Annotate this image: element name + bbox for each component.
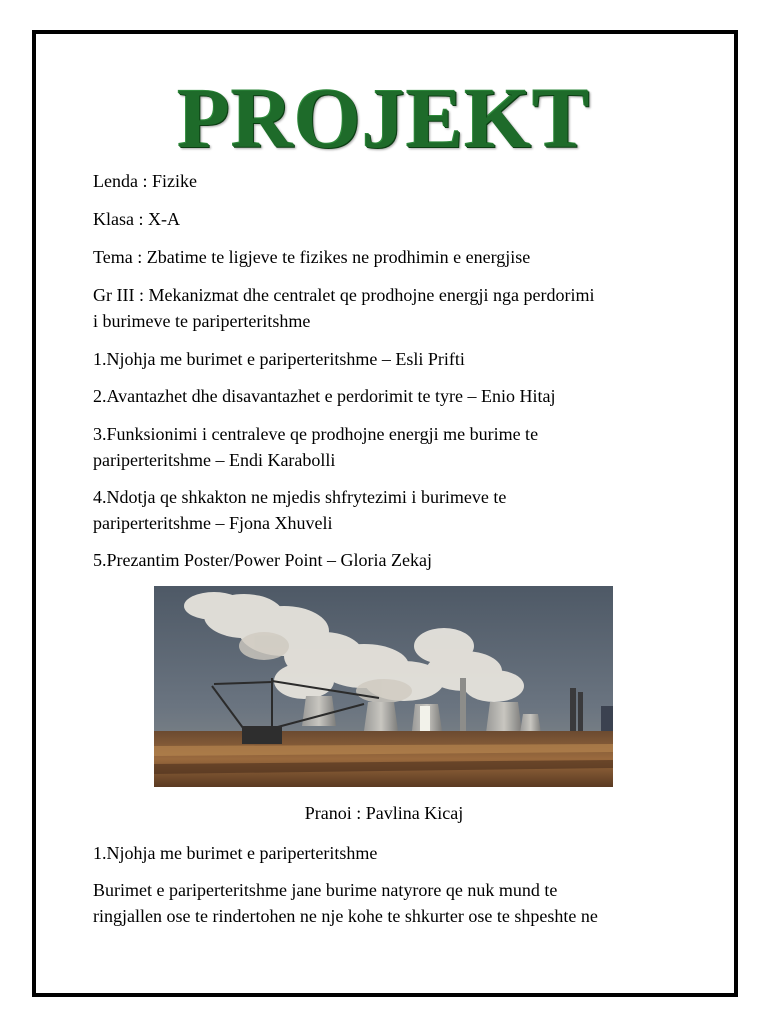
topic-item-2: 2.Avantazhet dhe disavantazhet e perdorimit te tyre – Enio Hitaj <box>93 386 556 406</box>
theme-line: Tema : Zbatime te ligjeve te fizikes ne prodhimin e energjise <box>93 247 531 267</box>
topic-item-4-line-1: 4.Ndotja qe shkakton ne mjedis shfrytezimi i burimeve te <box>93 487 507 507</box>
section-body-line-1: Burimet e pariperteritshme jane burime natyrore qe nuk mund te <box>93 880 558 900</box>
subject-line: Lenda : Fizike <box>93 171 197 191</box>
class-line: Klasa : X-A <box>93 209 180 229</box>
topic-item-1: 1.Njohja me burimet e pariperteritshme – Esli Prifti <box>93 349 465 369</box>
topic-item-4-line-2: pariperteritshme – Fjona Xhuveli <box>93 513 333 533</box>
power-plant-photo <box>154 586 613 787</box>
document-title: PROJEKT <box>177 70 591 166</box>
section-heading: 1.Njohja me burimet e pariperteritshme <box>93 843 378 863</box>
section-body-line-2: ringjallen ose te rindertohen ne nje kohe te shkurter ose te shpeshte ne <box>93 906 598 926</box>
accepted-by-caption: Pranoi : Pavlina Kicaj <box>304 803 464 823</box>
group-line-1: Gr III : Mekanizmat dhe centralet qe prodhojne energji nga perdorimi <box>93 285 595 305</box>
topic-item-5: 5.Prezantim Poster/Power Point – Gloria Zekaj <box>93 550 432 570</box>
topic-item-3-line-1: 3.Funksionimi i centraleve qe prodhojne energji me burime te <box>93 424 539 444</box>
group-line-2: i burimeve te pariperteritshme <box>93 311 311 331</box>
topic-item-3-line-2: pariperteritshme – Endi Karabolli <box>93 450 336 470</box>
